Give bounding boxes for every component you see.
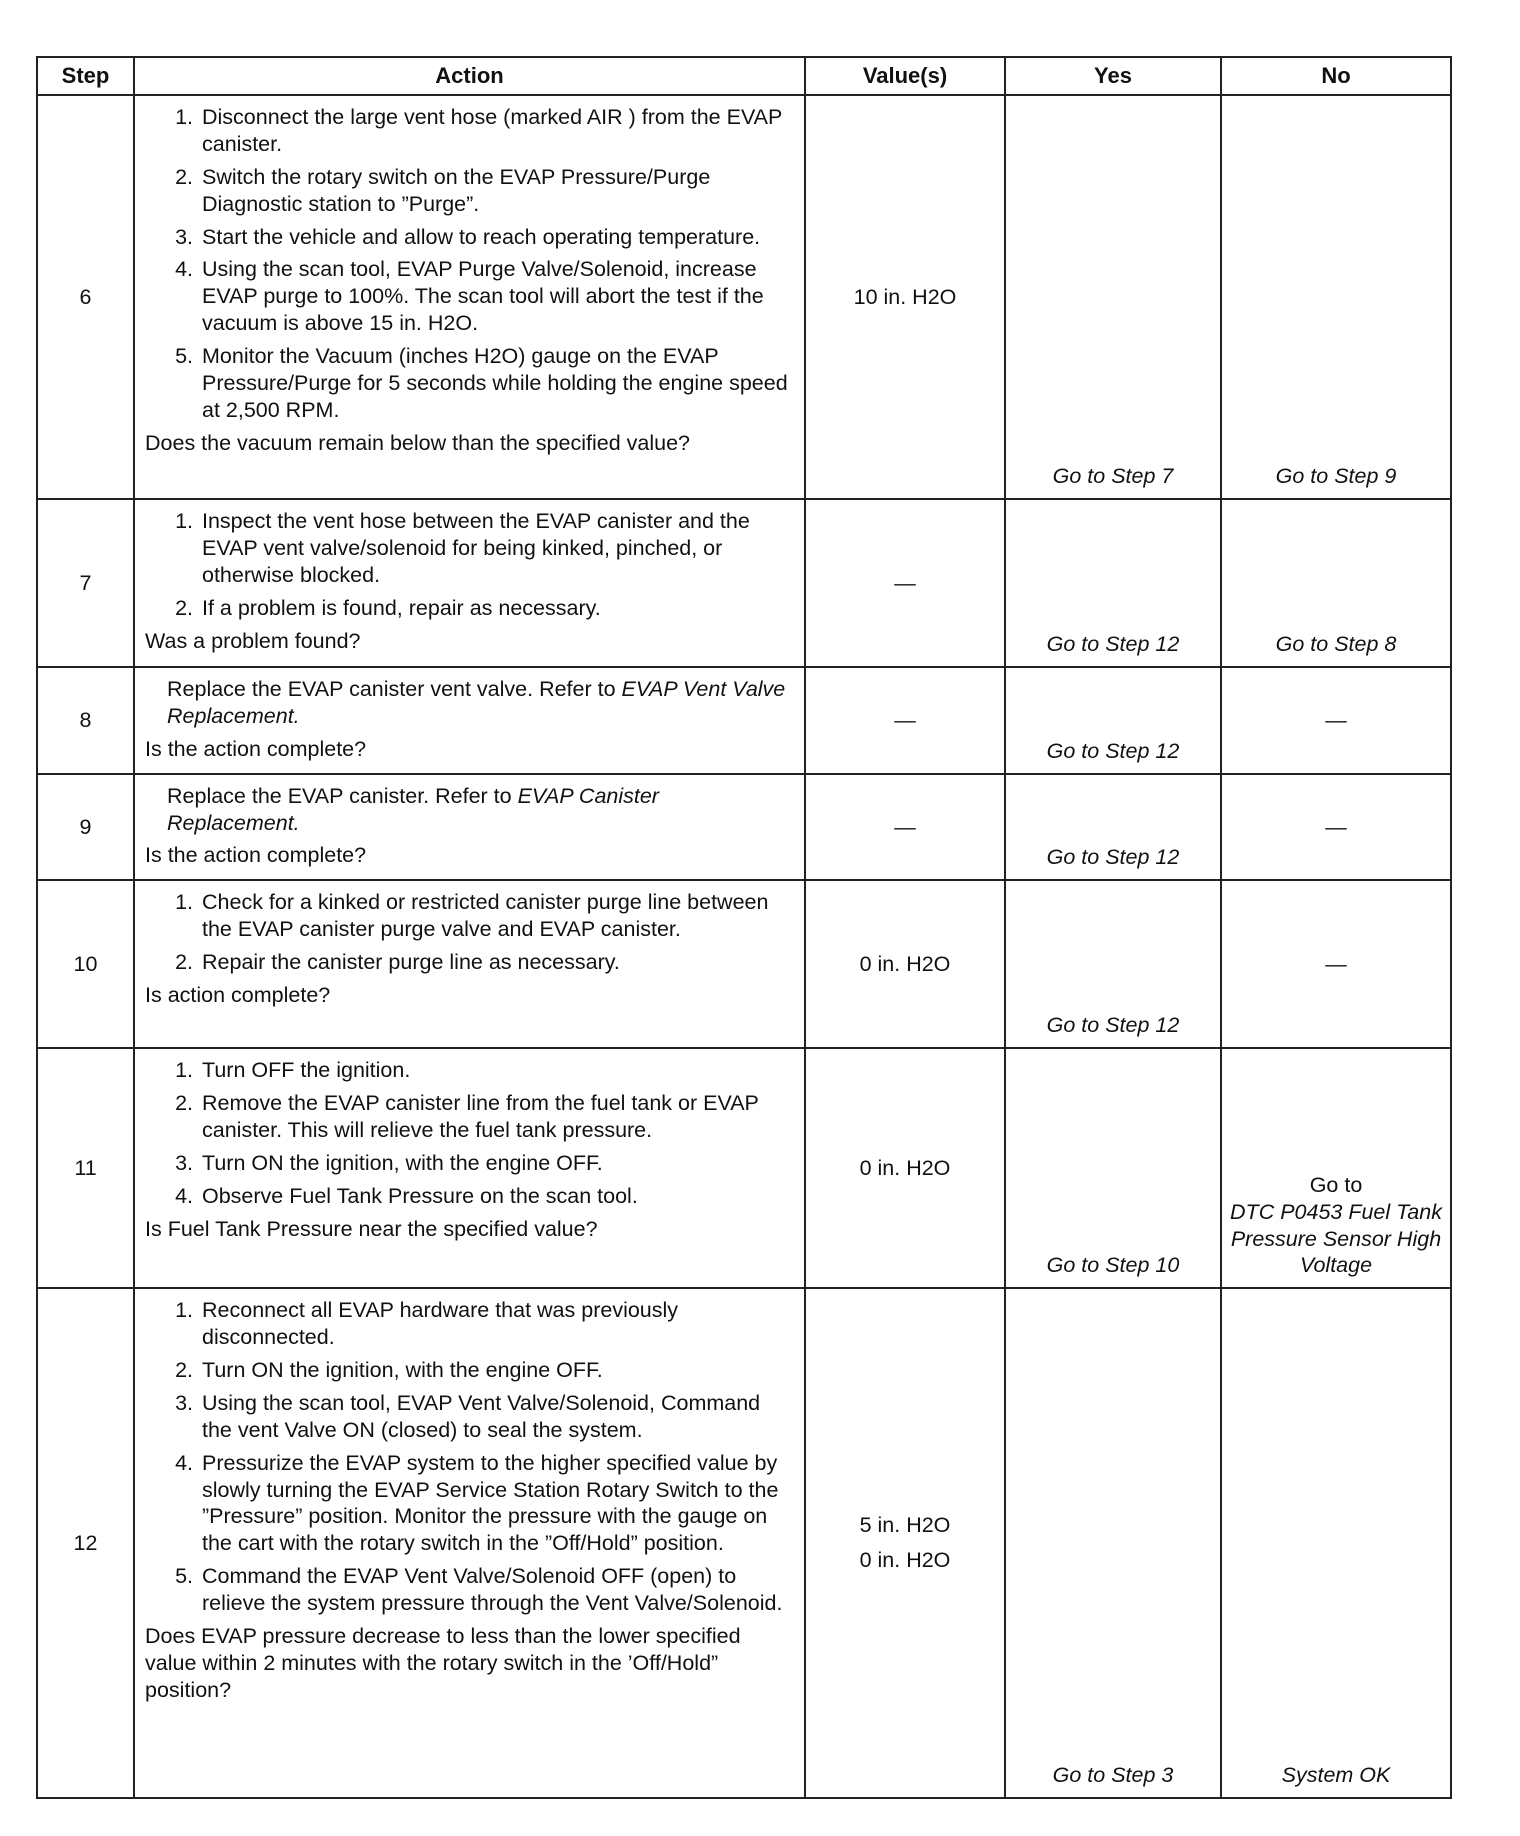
action-item <box>145 1357 794 1384</box>
values-cell <box>805 774 1005 881</box>
action-item <box>145 1390 794 1444</box>
action-item-text: Using the scan tool, EVAP Vent Valve/Solenoid, Command the vent Valve ON (closed) to seal the system. <box>202 1390 761 1442</box>
action-item-text: Disconnect the large vent hose (marked AIR ) from the EVAP canister. <box>202 105 782 156</box>
table-row <box>37 1288 1451 1798</box>
values-cell <box>805 499 1005 667</box>
action-item-number: 1. <box>175 1058 193 1083</box>
no-result <box>1221 1048 1451 1288</box>
header-step: Step <box>37 57 134 95</box>
no-result: — <box>1221 667 1451 774</box>
action-item <box>145 224 794 251</box>
action-cell <box>134 1288 805 1798</box>
table-row <box>37 667 1451 774</box>
action-item-text: Repair the canister purge line as necessary. <box>202 950 620 974</box>
table-row <box>37 1048 1451 1288</box>
yes-result: Go to Step 3 <box>1005 1288 1221 1798</box>
action-item-number: 1. <box>175 1298 193 1323</box>
values-cell <box>805 1288 1005 1798</box>
action-question: Was a problem found? <box>145 628 361 653</box>
action-item-number: 2. <box>175 950 193 974</box>
yes-result: Go to Step 10 <box>1005 1048 1221 1288</box>
yes-result: Go to Step 12 <box>1005 880 1221 1048</box>
action-item-text: Pressurize the EVAP system to the higher specified value by slowly turning the EVAP Service Station Rotary Switch to the ”Pressure” position. Monitor the pressure with the gauge on the cart with the rotary switch in the ”Off/Hold” position. <box>202 1450 779 1556</box>
action-question: Is the action complete? <box>145 843 367 868</box>
action-instruction-text: Replace the EVAP canister vent valve. Refer to <box>167 677 622 701</box>
action-item <box>145 1090 794 1144</box>
yes-result: Go to Step 7 <box>1005 95 1221 499</box>
action-list <box>145 104 794 424</box>
value: — <box>894 707 916 732</box>
value: 0 in. H2O <box>859 1155 951 1180</box>
yes-result: Go to Step 12 <box>1005 499 1221 667</box>
action-cell <box>134 95 805 499</box>
action-item-number: 1. <box>175 509 193 533</box>
action-item <box>145 104 794 158</box>
values-cell <box>805 95 1005 499</box>
action-item <box>145 508 794 589</box>
step-number: 12 <box>37 1288 134 1798</box>
action-item-number: 2. <box>175 164 193 189</box>
action-item-text: Start the vehicle and allow to reach operating temperature. <box>202 224 761 249</box>
no-result: System OK <box>1221 1288 1451 1798</box>
action-item-text: Turn ON the ignition, with the engine OFF. <box>202 1358 603 1382</box>
action-item-number: 2. <box>175 1358 193 1382</box>
step-number: 8 <box>37 667 134 774</box>
action-reference: EVAP Vent Valve Replacement. <box>167 677 786 728</box>
no-result: Go to Step 8 <box>1221 499 1451 667</box>
action-question: Is action complete? <box>145 982 331 1007</box>
action-item-number: 5. <box>175 1564 193 1589</box>
action-item-text: Observe Fuel Tank Pressure on the scan tool. <box>202 1183 638 1208</box>
action-item-text: Check for a kinked or restricted canister purge line between the EVAP canister purge valve and EVAP canister. <box>202 890 769 942</box>
action-item-number: 3. <box>175 1390 193 1415</box>
values-cell <box>805 1048 1005 1288</box>
action-cell <box>134 880 805 1048</box>
action-list <box>145 1057 794 1209</box>
action-item-number: 1. <box>175 890 193 915</box>
step-number: 10 <box>37 880 134 1048</box>
action-item <box>145 595 794 622</box>
action-list <box>145 508 794 622</box>
no-result: — <box>1221 774 1451 881</box>
yes-result: Go to Step 12 <box>1005 667 1221 774</box>
no-goto-text: Go to <box>1309 1172 1363 1197</box>
header-row <box>37 57 1451 95</box>
action-item-number: 3. <box>175 224 193 249</box>
value: 0 in. H2O <box>859 1548 951 1573</box>
action-item <box>145 343 794 424</box>
action-cell <box>134 667 805 774</box>
action-item <box>145 1297 794 1351</box>
action-item <box>145 164 794 218</box>
table-row <box>37 95 1451 499</box>
action-item <box>145 889 794 943</box>
action-cell <box>134 774 805 881</box>
action-instruction-text: Replace the EVAP canister. Refer to <box>167 783 518 808</box>
table-body <box>37 95 1451 1798</box>
action-item-number: 5. <box>175 344 193 368</box>
table-row <box>37 774 1451 881</box>
action-item-text: Turn ON the ignition, with the engine OFF. <box>202 1150 603 1175</box>
action-instruction <box>167 783 794 837</box>
table-row <box>37 499 1451 667</box>
action-question: Is the action complete? <box>145 736 367 761</box>
step-number: 6 <box>37 95 134 499</box>
value: 10 in. H2O <box>853 284 957 309</box>
action-item-text: Using the scan tool, EVAP Purge Valve/Solenoid, increase EVAP purge to 100%. The scan tool will abort the test if the vacuum is above 15 in. H2O. <box>202 257 764 336</box>
action-item <box>145 1183 794 1210</box>
action-item-number: 1. <box>175 105 193 129</box>
value: — <box>894 814 916 839</box>
no-result: — <box>1221 880 1451 1048</box>
action-item <box>145 1563 794 1617</box>
diagnostic-table <box>36 56 1452 1799</box>
action-cell <box>134 1048 805 1288</box>
action-item <box>145 1150 794 1177</box>
action-item-number: 2. <box>175 1091 193 1116</box>
action-item-text: Turn OFF the ignition. <box>202 1058 411 1083</box>
action-list <box>145 889 794 976</box>
action-question: Is Fuel Tank Pressure near the specified value? <box>145 1216 598 1241</box>
header-yes: Yes <box>1005 57 1221 95</box>
value: 0 in. H2O <box>859 951 951 976</box>
header-no: No <box>1221 57 1451 95</box>
action-item-text: Monitor the Vacuum (inches H2O) gauge on the EVAP Pressure/Purge for 5 seconds while holding the engine speed at 2,500 RPM. <box>202 344 788 422</box>
header-values: Value(s) <box>805 57 1005 95</box>
action-reference: EVAP Canister Replacement. <box>167 783 659 835</box>
action-list <box>145 1297 794 1617</box>
value: — <box>894 570 916 595</box>
action-item <box>145 949 794 976</box>
step-number: 7 <box>37 499 134 667</box>
action-item <box>145 1450 794 1558</box>
header-action: Action <box>134 57 805 95</box>
table-row <box>37 880 1451 1048</box>
value: 5 in. H2O <box>859 1513 951 1538</box>
action-item-number: 4. <box>175 257 193 282</box>
action-instruction <box>167 676 794 730</box>
action-item <box>145 256 794 337</box>
action-cell <box>134 499 805 667</box>
action-item-number: 2. <box>175 595 193 620</box>
no-result-reference <box>1222 1172 1450 1280</box>
action-question: Does EVAP pressure decrease to less than the lower specified value within 2 minutes with the rotary switch in the ’Off/Hold” position? <box>145 1623 741 1702</box>
step-number: 11 <box>37 1048 134 1288</box>
action-item-text: Switch the rotary switch on the EVAP Pressure/Purge Diagnostic station to ”Purge”. <box>202 164 711 216</box>
action-item-text: Reconnect all EVAP hardware that was previously disconnected. <box>202 1298 679 1350</box>
values-cell <box>805 880 1005 1048</box>
action-item-text: Command the EVAP Vent Valve/Solenoid OFF (open) to relieve the system pressure through the Vent Valve/Solenoid. <box>202 1564 783 1615</box>
action-item-number: 4. <box>175 1450 193 1475</box>
action-item-text: Remove the EVAP canister line from the fuel tank or EVAP canister. This will relieve the fuel tank pressure. <box>202 1091 759 1142</box>
step-number: 9 <box>37 774 134 881</box>
action-item-number: 3. <box>175 1150 193 1175</box>
action-item <box>145 1057 794 1084</box>
values-cell <box>805 667 1005 774</box>
action-item-text: If a problem is found, repair as necessary. <box>202 595 601 620</box>
yes-result: Go to Step 12 <box>1005 774 1221 881</box>
action-question: Does the vacuum remain below than the specified value? <box>145 430 690 455</box>
action-item-text: Inspect the vent hose between the EVAP canister and the EVAP vent valve/solenoid for being kinked, pinched, or otherwise blocked. <box>202 509 750 587</box>
action-item-number: 4. <box>175 1183 193 1208</box>
no-result: Go to Step 9 <box>1221 95 1451 499</box>
no-dtc-reference: DTC P0453 Fuel Tank Pressure Sensor High Voltage <box>1230 1199 1442 1278</box>
